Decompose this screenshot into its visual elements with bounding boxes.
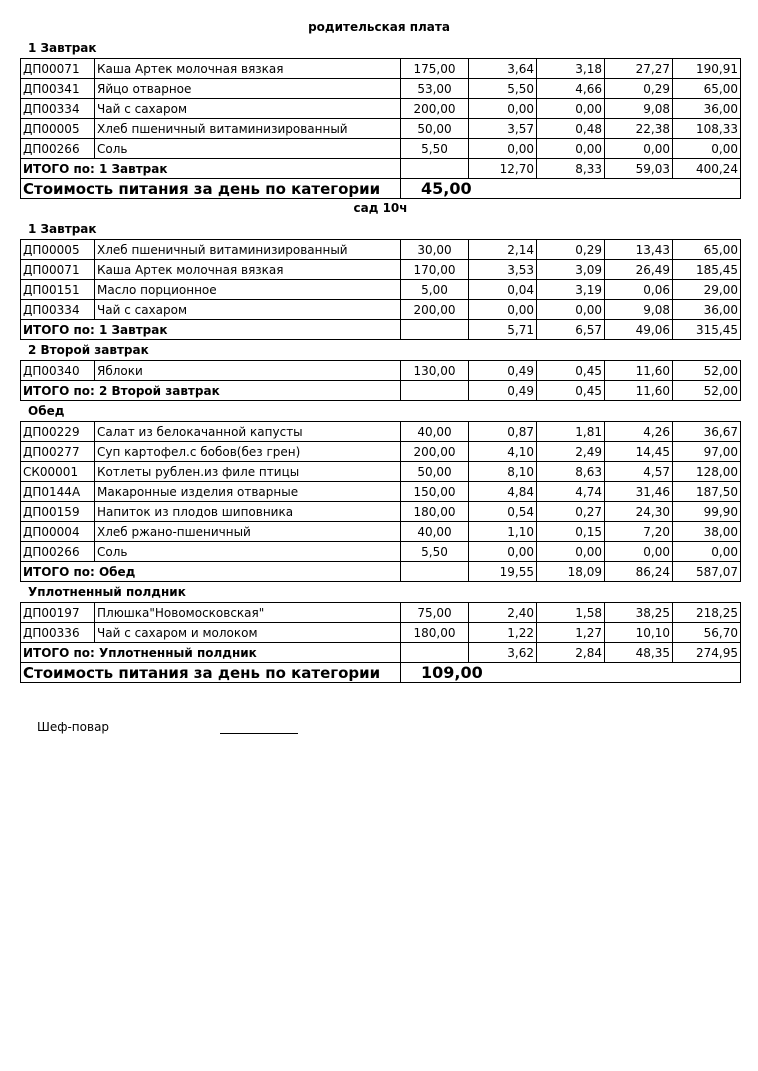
dish-kcal: 99,90 xyxy=(673,502,741,522)
dish-weight: 200,00 xyxy=(401,300,469,320)
dish-row xyxy=(21,361,741,381)
total-protein: 19,55 xyxy=(469,562,537,582)
dish-row xyxy=(21,280,741,300)
dish-kcal: 29,00 xyxy=(673,280,741,300)
dish-weight: 5,50 xyxy=(401,542,469,562)
dish-fat: 3,18 xyxy=(537,59,605,79)
dish-weight: 5,00 xyxy=(401,280,469,300)
dish-weight: 170,00 xyxy=(401,260,469,280)
section-total-label: ИТОГО по: Уплотненный полдник xyxy=(21,643,401,663)
dish-name: Яблоки xyxy=(95,361,401,381)
dish-kcal: 0,00 xyxy=(673,542,741,562)
total-kcal: 315,45 xyxy=(673,320,741,340)
menu-document xyxy=(20,38,741,683)
total-fat: 18,09 xyxy=(537,562,605,582)
dish-row xyxy=(21,522,741,542)
dish-fat: 0,15 xyxy=(537,522,605,542)
dish-protein: 3,53 xyxy=(469,260,537,280)
dish-row xyxy=(21,240,741,260)
dish-row xyxy=(21,462,741,482)
daily-cost-label: Стоимость питания за день по категории xyxy=(21,179,401,199)
dish-row xyxy=(21,300,741,320)
dish-protein: 2,40 xyxy=(469,603,537,623)
dish-code: ДП00266 xyxy=(21,542,95,562)
dish-code: ДП00277 xyxy=(21,442,95,462)
total-protein: 5,71 xyxy=(469,320,537,340)
dish-code: ДП00071 xyxy=(21,59,95,79)
dish-carbs: 7,20 xyxy=(605,522,673,542)
dish-kcal: 52,00 xyxy=(673,361,741,381)
dish-protein: 4,10 xyxy=(469,442,537,462)
dish-weight: 130,00 xyxy=(401,361,469,381)
dish-code: ДП00197 xyxy=(21,603,95,623)
dish-carbs: 0,00 xyxy=(605,542,673,562)
dish-carbs: 24,30 xyxy=(605,502,673,522)
dish-code: ДП00005 xyxy=(21,119,95,139)
dish-kcal: 97,00 xyxy=(673,442,741,462)
dish-protein: 1,22 xyxy=(469,623,537,643)
dish-name: Напиток из плодов шиповника xyxy=(95,502,401,522)
dish-name: Каша Артек молочная вязкая xyxy=(95,59,401,79)
dish-fat: 4,74 xyxy=(537,482,605,502)
dish-row xyxy=(21,99,741,119)
dish-kcal: 128,00 xyxy=(673,462,741,482)
total-fat: 2,84 xyxy=(537,643,605,663)
dish-carbs: 26,49 xyxy=(605,260,673,280)
dish-code: ДП00340 xyxy=(21,361,95,381)
dish-fat: 0,29 xyxy=(537,240,605,260)
dish-name: Хлеб ржано-пшеничный xyxy=(95,522,401,542)
dish-protein: 4,84 xyxy=(469,482,537,502)
dish-weight: 200,00 xyxy=(401,442,469,462)
dish-carbs: 4,57 xyxy=(605,462,673,482)
signature-line xyxy=(220,733,298,734)
meal-table xyxy=(20,421,741,582)
dish-protein: 2,14 xyxy=(469,240,537,260)
dish-protein: 0,49 xyxy=(469,361,537,381)
dish-code: ДП00229 xyxy=(21,422,95,442)
dish-code: ДП00341 xyxy=(21,79,95,99)
dish-name: Соль xyxy=(95,139,401,159)
section-total-label: ИТОГО по: 1 Завтрак xyxy=(21,159,401,179)
section-total-row xyxy=(21,643,741,663)
section-total-label: ИТОГО по: 1 Завтрак xyxy=(21,320,401,340)
meal-table xyxy=(20,602,741,683)
dish-kcal: 108,33 xyxy=(673,119,741,139)
dish-code: ДП00334 xyxy=(21,99,95,119)
dish-protein: 0,87 xyxy=(469,422,537,442)
meal-table xyxy=(20,360,741,401)
dish-fat: 0,45 xyxy=(537,361,605,381)
dish-protein: 0,00 xyxy=(469,139,537,159)
dish-weight: 150,00 xyxy=(401,482,469,502)
total-kcal: 52,00 xyxy=(673,381,741,401)
dish-fat: 8,63 xyxy=(537,462,605,482)
dish-code: ДП00336 xyxy=(21,623,95,643)
dish-code: ДП00005 xyxy=(21,240,95,260)
dish-name: Плюшка"Новомосковская" xyxy=(95,603,401,623)
total-weight-empty xyxy=(401,320,469,340)
total-weight-empty xyxy=(401,159,469,179)
total-carbs: 49,06 xyxy=(605,320,673,340)
total-weight-empty xyxy=(401,643,469,663)
dish-code: ДП00071 xyxy=(21,260,95,280)
dish-name: Чай с сахаром и молоком xyxy=(95,623,401,643)
dish-carbs: 14,45 xyxy=(605,442,673,462)
dish-row xyxy=(21,422,741,442)
page-title: родительская плата xyxy=(308,20,450,34)
dish-weight: 40,00 xyxy=(401,422,469,442)
total-kcal: 400,24 xyxy=(673,159,741,179)
dish-kcal: 36,00 xyxy=(673,300,741,320)
dish-carbs: 31,46 xyxy=(605,482,673,502)
dish-code: ДП00159 xyxy=(21,502,95,522)
meal-table xyxy=(20,58,741,199)
dish-row xyxy=(21,542,741,562)
meal-section-title: Уплотненный полдник xyxy=(28,585,186,599)
dish-weight: 180,00 xyxy=(401,502,469,522)
dish-row xyxy=(21,603,741,623)
dish-kcal: 65,00 xyxy=(673,79,741,99)
dish-weight: 175,00 xyxy=(401,59,469,79)
dish-protein: 8,10 xyxy=(469,462,537,482)
dish-code: СК00001 xyxy=(21,462,95,482)
dish-carbs: 38,25 xyxy=(605,603,673,623)
dish-protein: 3,57 xyxy=(469,119,537,139)
dish-fat: 0,00 xyxy=(537,139,605,159)
total-fat: 6,57 xyxy=(537,320,605,340)
dish-name: Хлеб пшеничный витаминизированный xyxy=(95,119,401,139)
dish-kcal: 185,45 xyxy=(673,260,741,280)
dish-fat: 1,58 xyxy=(537,603,605,623)
dish-name: Яйцо отварное xyxy=(95,79,401,99)
dish-name: Макаронные изделия отварные xyxy=(95,482,401,502)
meal-section-title: 2 Второй завтрак xyxy=(28,343,149,357)
dish-protein: 0,54 xyxy=(469,502,537,522)
dish-weight: 30,00 xyxy=(401,240,469,260)
dish-protein: 1,10 xyxy=(469,522,537,542)
total-fat: 8,33 xyxy=(537,159,605,179)
total-protein: 3,62 xyxy=(469,643,537,663)
dish-weight: 75,00 xyxy=(401,603,469,623)
total-carbs: 48,35 xyxy=(605,643,673,663)
dish-carbs: 9,08 xyxy=(605,300,673,320)
dish-protein: 0,04 xyxy=(469,280,537,300)
section-total-label: ИТОГО по: 2 Второй завтрак xyxy=(21,381,401,401)
dish-row xyxy=(21,482,741,502)
dish-kcal: 218,25 xyxy=(673,603,741,623)
daily-cost-value: 45,00 xyxy=(401,179,741,199)
dish-protein: 0,00 xyxy=(469,300,537,320)
total-protein: 12,70 xyxy=(469,159,537,179)
total-carbs: 59,03 xyxy=(605,159,673,179)
dish-kcal: 36,00 xyxy=(673,99,741,119)
dish-protein: 0,00 xyxy=(469,542,537,562)
dish-weight: 50,00 xyxy=(401,119,469,139)
dish-row xyxy=(21,139,741,159)
meal-table xyxy=(20,239,741,340)
dish-code: ДП0144А xyxy=(21,482,95,502)
dish-row xyxy=(21,623,741,643)
dish-kcal: 56,70 xyxy=(673,623,741,643)
section-total-row xyxy=(21,562,741,582)
total-fat: 0,45 xyxy=(537,381,605,401)
dish-fat: 0,00 xyxy=(537,542,605,562)
daily-cost-row xyxy=(21,179,741,199)
dish-carbs: 0,29 xyxy=(605,79,673,99)
dish-weight: 53,00 xyxy=(401,79,469,99)
section-total-row xyxy=(21,381,741,401)
dish-row xyxy=(21,260,741,280)
dish-kcal: 38,00 xyxy=(673,522,741,542)
dish-row xyxy=(21,79,741,99)
dish-code: ДП00334 xyxy=(21,300,95,320)
dish-code: ДП00151 xyxy=(21,280,95,300)
dish-kcal: 187,50 xyxy=(673,482,741,502)
dish-kcal: 190,91 xyxy=(673,59,741,79)
dish-carbs: 0,06 xyxy=(605,280,673,300)
dish-weight: 180,00 xyxy=(401,623,469,643)
dish-carbs: 4,26 xyxy=(605,422,673,442)
dish-weight: 5,50 xyxy=(401,139,469,159)
daily-cost-value: 109,00 xyxy=(401,663,741,683)
dish-row xyxy=(21,442,741,462)
dish-weight: 200,00 xyxy=(401,99,469,119)
total-carbs: 11,60 xyxy=(605,381,673,401)
dish-fat: 1,81 xyxy=(537,422,605,442)
group-title: сад 10ч xyxy=(353,201,408,215)
total-kcal: 274,95 xyxy=(673,643,741,663)
dish-fat: 0,00 xyxy=(537,99,605,119)
dish-name: Суп картофел.с бобов(без грен) xyxy=(95,442,401,462)
section-total-label: ИТОГО по: Обед xyxy=(21,562,401,582)
dish-fat: 4,66 xyxy=(537,79,605,99)
dish-weight: 40,00 xyxy=(401,522,469,542)
dish-weight: 50,00 xyxy=(401,462,469,482)
section-total-row xyxy=(21,320,741,340)
dish-carbs: 10,10 xyxy=(605,623,673,643)
total-weight-empty xyxy=(401,381,469,401)
dish-carbs: 27,27 xyxy=(605,59,673,79)
dish-fat: 3,19 xyxy=(537,280,605,300)
dish-kcal: 65,00 xyxy=(673,240,741,260)
dish-name: Чай с сахаром xyxy=(95,300,401,320)
dish-row xyxy=(21,59,741,79)
dish-fat: 0,27 xyxy=(537,502,605,522)
total-protein: 0,49 xyxy=(469,381,537,401)
dish-name: Котлеты рублен.из филе птицы xyxy=(95,462,401,482)
meal-section-title: 1 Завтрак xyxy=(28,222,97,236)
total-kcal: 587,07 xyxy=(673,562,741,582)
total-carbs: 86,24 xyxy=(605,562,673,582)
meal-section-title: 1 Завтрак xyxy=(28,41,97,55)
dish-carbs: 11,60 xyxy=(605,361,673,381)
dish-name: Хлеб пшеничный витаминизированный xyxy=(95,240,401,260)
dish-name: Соль xyxy=(95,542,401,562)
dish-row xyxy=(21,119,741,139)
dish-code: ДП00266 xyxy=(21,139,95,159)
signature-label: Шеф-повар xyxy=(37,720,110,734)
dish-fat: 1,27 xyxy=(537,623,605,643)
dish-kcal: 36,67 xyxy=(673,422,741,442)
dish-name: Каша Артек молочная вязкая xyxy=(95,260,401,280)
dish-name: Салат из белокачанной капусты xyxy=(95,422,401,442)
dish-fat: 3,09 xyxy=(537,260,605,280)
total-weight-empty xyxy=(401,562,469,582)
dish-carbs: 13,43 xyxy=(605,240,673,260)
dish-protein: 5,50 xyxy=(469,79,537,99)
daily-cost-label: Стоимость питания за день по категории xyxy=(21,663,401,683)
section-total-row xyxy=(21,159,741,179)
dish-code: ДП00004 xyxy=(21,522,95,542)
dish-fat: 2,49 xyxy=(537,442,605,462)
dish-carbs: 0,00 xyxy=(605,139,673,159)
dish-name: Чай с сахаром xyxy=(95,99,401,119)
dish-protein: 0,00 xyxy=(469,99,537,119)
dish-kcal: 0,00 xyxy=(673,139,741,159)
meal-section-title: Обед xyxy=(28,404,65,418)
dish-fat: 0,00 xyxy=(537,300,605,320)
dish-carbs: 9,08 xyxy=(605,99,673,119)
daily-cost-row xyxy=(21,663,741,683)
dish-fat: 0,48 xyxy=(537,119,605,139)
dish-name: Масло порционное xyxy=(95,280,401,300)
dish-row xyxy=(21,502,741,522)
dish-protein: 3,64 xyxy=(469,59,537,79)
dish-carbs: 22,38 xyxy=(605,119,673,139)
